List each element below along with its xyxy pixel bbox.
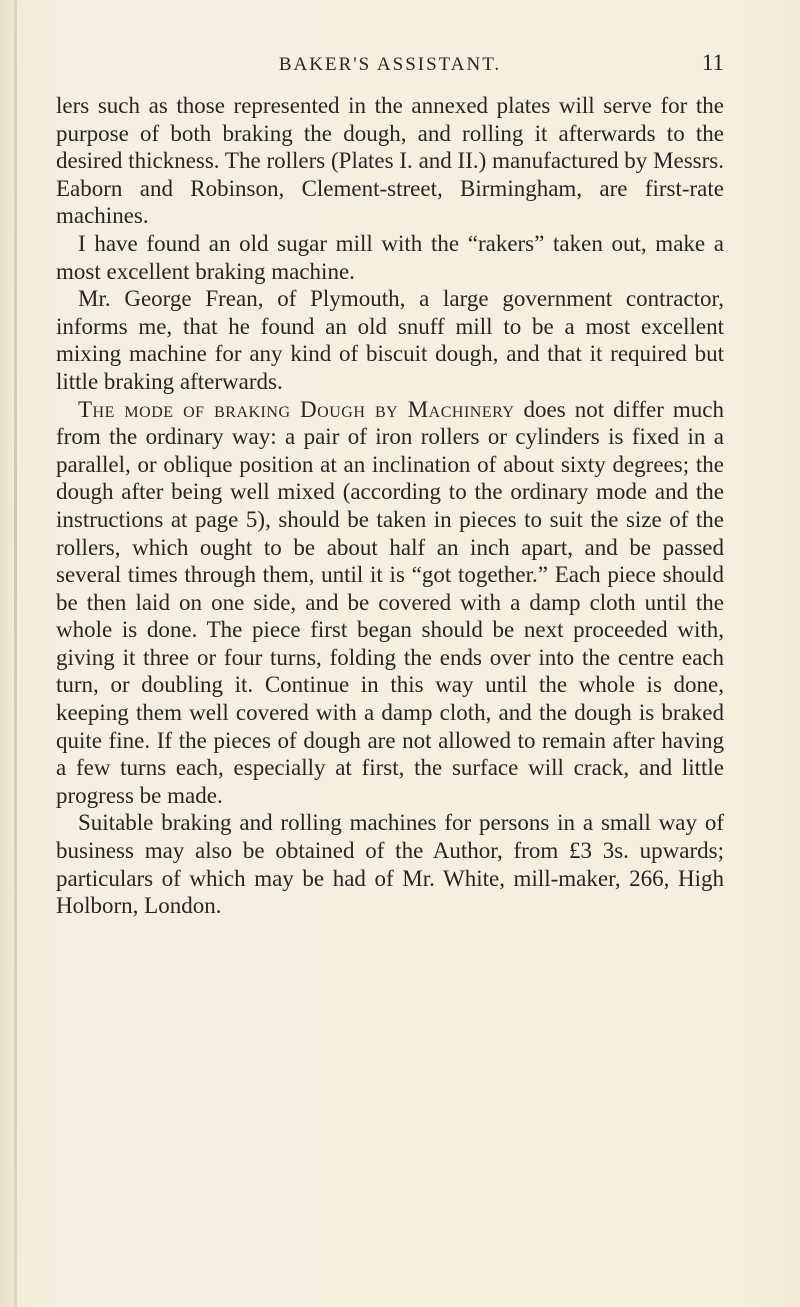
body-text	[56, 92, 724, 920]
paragraph-suppliers	[56, 809, 724, 919]
page-number: 11	[701, 50, 724, 75]
binding-gutter	[14, 0, 17, 1307]
paragraph-text: lers such as those represented in the annexed plates will serve for the purpose of both braking the dough, and rolling it afterwards to the desired thickness. The rollers (Plates I. and II.) manufactured by Messrs. Eaborn and Robinson, Clement-street, Birmingham, are first-rate machines.	[56, 93, 724, 229]
running-header	[56, 46, 724, 80]
paragraph-sugar-mill	[56, 230, 724, 285]
paragraph-text: does not differ much from the ordinary way: a pair of iron rollers or cylinders is fixed in a parallel, or oblique position at an inclination of about sixty degrees; the dough after being well mixed (according to the ordinary mode and the instructions at page 5), should be taken in pieces to suit the size of the rollers, which ought to be about half an inch apart, and be passed several times through them, until it is “got together.” Each piece should be then laid on one side, and be covered with a damp cloth until the whole is done. The piece first began should be next proceeded with, giving it three or four turns, folding the ends over into the centre each turn, or doubling it. Continue in this way until the whole is done, keeping them well covered with a damp cloth, and the dough is braked quite fine. If the pieces of dough are not allowed to remain after having a few turns each, especially at first, the surface will crack, and little progress be made.	[56, 396, 725, 808]
paragraph-text: Mr. George Frean, of Plymouth, a large government contractor, informs me, that he found an old snuff mill to be a most excellent mixing machine for any kind of biscuit dough, and that it required but little braking afterwards.	[56, 286, 724, 394]
paragraph-braking-mode	[56, 396, 724, 810]
paragraph-text: I have found an old sugar mill with the “rakers” taken out, make a most excellent braking machine.	[56, 230, 724, 284]
running-title: BAKER'S ASSISTANT.	[278, 54, 502, 75]
paragraph-text: Suitable braking and rolling machines for persons in a small way of business may also be obtained of the Author, from £3 3s. upwards; particulars of which may be had of Mr. White, mill-maker, 266, High Holborn, London.	[56, 810, 724, 919]
section-lead: The mode of braking Dough by Machinery	[78, 396, 515, 422]
paragraph-snuff-mill	[56, 285, 724, 395]
paragraph-rollers	[56, 92, 724, 230]
